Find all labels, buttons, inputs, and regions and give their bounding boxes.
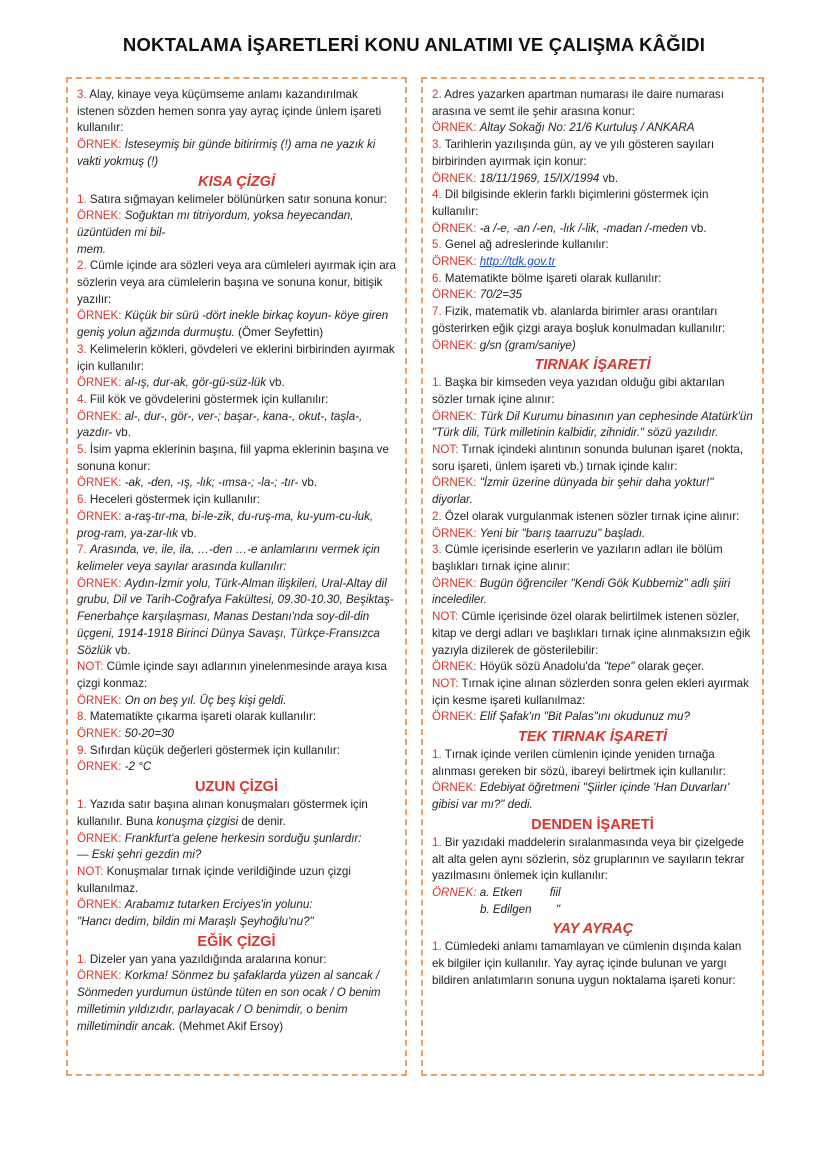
egik-example-6: ÖRNEK: 70/2=35	[432, 288, 522, 302]
denden-example-1: ÖRNEK: a. Etken fiil	[432, 885, 561, 899]
left-column	[66, 77, 407, 1076]
kisa-item-7: 7. Arasında, ve, ile, ila, …-den …-e anlamlarını vermek için kelimeler veya sayılar arasında kullanılır:	[77, 543, 380, 573]
kisa-example-2: ÖRNEK: Küçük bir sürü -dört inekle birkaç koyun- köye giren geniş yolun ağzında durmuştu. (Ömer Seyfettin)	[77, 309, 389, 340]
heading-tek-tirnak: TEK TIRNAK İŞARETİ	[517, 729, 668, 746]
tdk-link[interactable]: http://tdk.gov.tr	[479, 255, 556, 269]
heading-yay-ayrac: YAY AYRAÇ	[551, 921, 634, 938]
kisa-example-1: ÖRNEK: Soğuktan mı titriyordum, yoksa heyecandan, üzüntüden mi bil- mem.	[77, 209, 354, 256]
tirnak-example-1: ÖRNEK: Türk Dil Kurumu binasının yan cephesinde Atatürk'ün "Türk dili, Türk milletinin kalbidir, zihnidir." sözü yazılıdır.	[432, 409, 753, 440]
tirnak-note-3: NOT: Tırnak içine alınan sözlerden sonra gelen ekleri ayırmak için kesme işareti kullanılmaz:	[432, 676, 749, 707]
egik-item-4: 4. Dil bilgisinde eklerin farklı biçimlerini göstermek için kullanılır:	[432, 188, 709, 218]
kisa-example-5: ÖRNEK: -ak, -den, -ış, -lık; -ımsa-; -la-; -tır- vb.	[77, 476, 318, 490]
egik-example-5: ÖRNEK: http://tdk.gov.tr	[432, 255, 556, 269]
tirnak-note-2-example: ÖRNEK: Höyük sözü Anadolu'da "tepe" olarak geçer.	[432, 660, 705, 674]
kisa-item-6: 6. Heceleri göstermek için kullanılır:	[77, 493, 261, 507]
egik-example-3: ÖRNEK: 18/11/1969, 15/IX/1994 vb.	[432, 171, 619, 185]
alay-example: ÖRNEK: İsteseymiş bir günde bitirirmiş (!) ama ne yazık ki vakti yokmuş (!)	[77, 138, 376, 168]
kisa-example-3: ÖRNEK: al-ış, dur-ak, gör-gü-süz-lük vb.	[77, 376, 285, 390]
tirnak-example-3: ÖRNEK: Bugün öğrenciler "Kendi Gök Kubbemiz" adlı şiiri incelediler.	[432, 576, 731, 607]
tirnak-item-2: 2. Özel olarak vurgulanmak istenen sözler tırnak içine alınır:	[432, 509, 740, 523]
kisa-item-5: 5. İsim yapma eklerinin başına, fiil yapma eklerinin başına ve sonuna konur:	[77, 443, 389, 473]
tirnak-note-1-example: ÖRNEK: "İzmir üzerine dünyada bir şehir daha yoktur!" diyorlar.	[432, 476, 714, 507]
right-column	[421, 77, 764, 1076]
egik-item-6: 6. Matematikte bölme işareti olarak kullanılır:	[432, 271, 662, 285]
tek-tirnak-example-1: ÖRNEK: Edebiyat öğretmeni "Şiirler içinde 'Han Duvarları' gibisi var mı?" dedi.	[432, 781, 730, 812]
kisa-note-example: ÖRNEK: On on beş yıl. Üç beş kişi geldi.	[77, 693, 287, 707]
kisa-example-7: ÖRNEK: Aydın-İzmir yolu, Türk-Alman ilişkileri, Ural-Altay dil grubu, Dil ve Tarih-Coğrafya Fakültesi, 09.30-10.30, Beşiktaş-Fenerbahçe karşılaşması, Manas Destanı'nda soy-dil-din üçgeni, 1914-1918 Birinci Dünya Savaşı, Türkçe-Fransızca Sözlük vb.	[77, 576, 394, 657]
uzun-note-example: ÖRNEK: Arabamız tutarken Erciyes'in yolunu: "Hancı dedim, bildin mi Maraşlı Şeyhoğlu'nu?"	[77, 898, 314, 929]
tirnak-note-1: NOT: Tırnak içindeki alıntının sonunda bulunan işaret (nokta, soru işareti, ünlem işareti vb.) tırnak içinde kalır:	[432, 443, 744, 473]
kisa-item-3: 3. Kelimelerin kökleri, gövdeleri ve eklerini birbirinden ayırmak için kullanılır:	[77, 342, 395, 373]
egik-item-2: 2. Adres yazarken apartman numarası ile daire numarası arasına ve semt ile şehir arasına konur:	[432, 88, 724, 118]
kisa-example-4: ÖRNEK: al-, dur-, gör-, ver-; başar-, kana-, okut-, taşla-, yazdır- vb.	[77, 409, 363, 440]
egik-item-7: 7. Fizik, matematik vb. alanlarda birimler arası orantıları gösterirken eğik çizgi araya boşluk konulmadan kullanılır:	[432, 305, 726, 335]
uzun-item-1: 1. Yazıda satır başına alınan konuşmaları göstermek için kullanılır. Buna konuşma çizgisi de denir.	[77, 798, 368, 828]
kisa-example-9: ÖRNEK: -2 °C	[77, 760, 152, 774]
denden-example-2: b. Edilgen "	[480, 902, 561, 916]
egik-item-1: 1. Dizeler yan yana yazıldığında aralarına konur:	[77, 952, 327, 966]
tirnak-note-2: NOT: Cümle içerisinde özel olarak belirtilmek istenen sözler, kitap ve dergi adları ve başlıkları tırnak içine alınmaksızın eğik yazıyla dizilerek de gösterilebilir:	[432, 610, 751, 657]
heading-egik-cizgi: EĞİK ÇİZGİ	[197, 933, 276, 950]
egik-item-3: 3. Tarihlerin yazılışında gün, ay ve yılı gösteren sayıları birbirinden ayırmak için konur:	[432, 138, 715, 168]
kisa-note: NOT: Cümle içinde sayı adlarının yinelenmesinde araya kısa çizgi konmaz:	[77, 660, 387, 690]
kisa-example-8: ÖRNEK: 50-20=30	[77, 727, 175, 741]
kisa-example-6: ÖRNEK: a-raş-tır-ma, bi-le-zik, du-ruş-ma, ku-yum-cu-luk, prog-ram, ya-zar-lık vb.	[77, 509, 374, 540]
kisa-item-4: 4. Fiil kök ve gövdelerini göstermek için kullanılır:	[77, 392, 329, 406]
egik-example-2: ÖRNEK: Altay Sokağı No: 21/6 Kurtuluş / ANKARA	[432, 121, 695, 135]
yay-item-1: 1. Cümledeki anlamı tamamlayan ve cümlenin dışında kalan ek bilgiler için kullanılır. Yay ayraç içinde bulunan ve yargı bildiren anlatımların sonuna uygun noktalama işareti konur:	[432, 940, 742, 987]
page-title: NOKTALAMA İŞARETLERİ KONU ANLATIMI VE ÇALIŞMA KÂĞIDI	[122, 34, 706, 55]
egik-item-5: 5. Genel ağ adreslerinde kullanılır:	[432, 238, 609, 252]
tirnak-item-1: 1. Başka bir kimseden veya yazıdan olduğu gibi aktarılan sözler tırnak içine alınır:	[432, 376, 725, 406]
uzun-note: NOT: Konuşmalar tırnak içinde verildiğinde uzun çizgi kullanılmaz.	[77, 864, 351, 895]
heading-denden: DENDEN İŞARETİ	[531, 816, 654, 833]
tirnak-example-2: ÖRNEK: Yeni bir "barış taarruzu" başladı.	[432, 526, 646, 540]
tirnak-item-3: 3. Cümle içerisinde eserlerin ve yazıların adları ile bölüm başlıkları tırnak içine alınır:	[432, 543, 723, 573]
kisa-item-1: 1. Satıra sığmayan kelimeler bölünürken satır sonuna konur:	[77, 192, 387, 206]
tirnak-note-3-example: ÖRNEK: Elif Şafak'ın "Bit Palas"ını okudunuz mu?	[432, 710, 690, 724]
heading-uzun-cizgi: UZUN ÇİZGİ	[195, 779, 278, 796]
egik-example-7: ÖRNEK: g/sn (gram/saniye)	[432, 338, 576, 352]
uzun-example-1: ÖRNEK: Frankfurt'a gelene herkesin sorduğu şunlardır: — Eski şehri gezdin mi?	[77, 831, 362, 862]
kisa-item-9: 9. Sıfırdan küçük değerleri göstermek için kullanılır:	[77, 743, 340, 757]
heading-kisa-cizgi: KISA ÇİZGİ	[198, 173, 275, 190]
tek-tirnak-item-1: 1. Tırnak içinde verilen cümlenin içinde yeniden tırnağa alınması gereken bir sözü, ibareyi belirtmek için kullanılır:	[432, 748, 726, 778]
kisa-item-2: 2. Cümle içinde ara sözleri veya ara cümleleri ayırmak için ara sözlerin veya ara cümlelerin başına ve sonuna konur, bitişik yazılır:	[77, 259, 396, 306]
kisa-item-8: 8. Matematikte çıkarma işareti olarak kullanılır:	[77, 710, 317, 724]
alay-item: 3. Alay, kinaye veya küçümseme anlamı kazandırılmak istenen sözden hemen sonra yay ayraç içinde ünlem işareti kullanılır:	[77, 88, 382, 135]
egik-example-4: ÖRNEK: -a /-e, -an /-en, -lık /-lik, -madan /-meden vb.	[432, 221, 707, 235]
heading-tirnak: TIRNAK İŞARETİ	[534, 357, 651, 374]
egik-example-1: ÖRNEK: Korkma! Sönmez bu şafaklarda yüzen al sancak / Sönmeden yurdumun üstünde tüten en son ocak / O benim milletimin yıldızıdır, parlayacak / O benimdir, o benim milletimindir ancak. (Mehmet Akif Ersoy)	[77, 969, 381, 1033]
denden-item-1: 1. Bir yazıdaki maddelerin sıralanmasında veya bir çizelgede alt alta gelen aynı sözlerin, söz gruplarının ve sayıların tekrar yazılmasını önlemek için kullanılır:	[432, 835, 745, 883]
